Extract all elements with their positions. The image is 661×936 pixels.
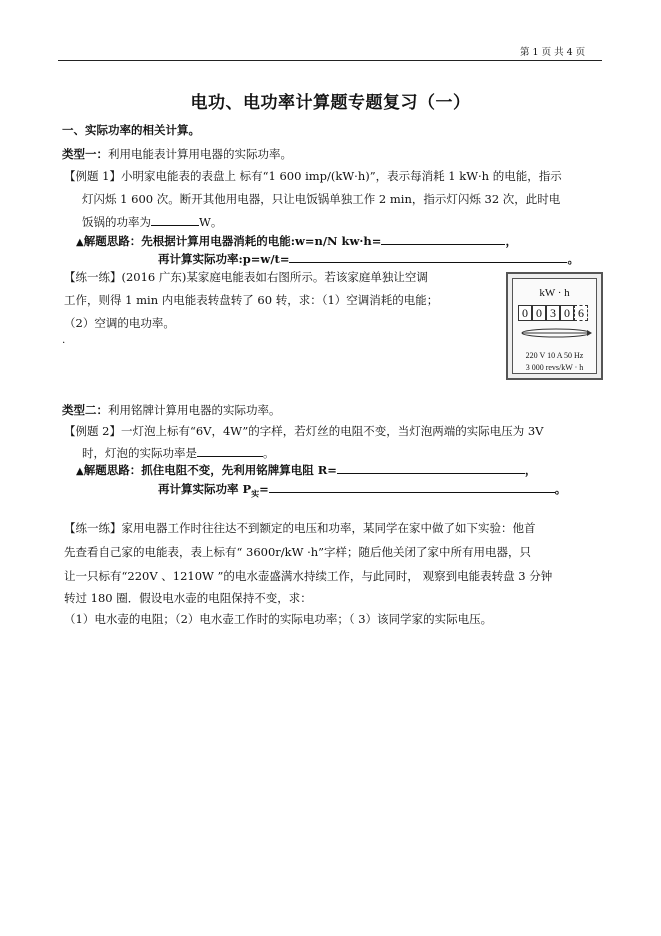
practice1-line1: 【练一练】(2016 广东)某家庭电能表如右图所示。若该家庭单独让空调 — [64, 270, 428, 284]
practice1-line3: （2）空调的电功率。 — [64, 316, 175, 330]
practice1-line2: 工作，则得 1 min 内电能表转盘转了 60 转，求：（1）空调消耗的电能； — [64, 293, 439, 307]
example1-line3-pre: 饭锅的功率为 — [82, 215, 151, 229]
type2-label: 类型二： — [62, 403, 108, 417]
page-title: 电功、电功率计算题专题复习（一） — [190, 93, 471, 113]
meter-face — [512, 278, 597, 374]
practice2-line2: 先查看自己家的电能表，表上标有“ 3600r/kW ·h”字样；随后他关闭了家中所有用电器，只 — [64, 545, 532, 559]
type2-desc: 利用铭牌计算用电器的实际功率。 — [108, 403, 281, 417]
hint2-period: 。 — [554, 482, 567, 496]
triangle-icon: ▲ — [76, 237, 84, 248]
practice2-line1: 【练一练】家用电器工作时往往达不到额定的电压和功率，某同学在家中做了如下实验：他首 — [64, 521, 536, 535]
example2-line2 — [82, 445, 275, 461]
type1-line — [62, 146, 292, 162]
meter-spec-line2: 3 000 revs/kW · h — [525, 363, 584, 372]
header-divider — [58, 60, 602, 61]
practice2-line5: （1）电水壶的电阻；（2）电水壶工作时的实际电功率；（ 3）该同学家的实际电压。 — [64, 612, 493, 626]
hint2-subscript: 实 — [251, 488, 260, 499]
hint2-blank1 — [337, 462, 525, 474]
meter-digit: 0 — [518, 305, 532, 321]
hint1-blank1 — [381, 233, 505, 245]
meter-digit: 0 — [560, 305, 574, 321]
energy-meter — [506, 272, 603, 380]
answer-blank — [151, 214, 199, 226]
hint1-comma: ， — [505, 234, 517, 248]
hint2-blank2 — [269, 481, 555, 493]
hint1-text2: 再计算实际功率:p=w/t= — [158, 252, 290, 266]
example1-line1: 【例题 1】小明家电能表的表盘上 标有“1 600 imp/(kW·h)”，表示每消耗 1 kW·h 的电能，指示 — [64, 169, 562, 183]
meter-disc-icon — [519, 327, 593, 339]
example2-line1: 【例题 2】一灯泡上标有“6V，4W”的字样，若灯丝的电阻不变，当灯泡两端的实际电压为 3V — [64, 424, 544, 438]
example1-line3-post: W。 — [199, 215, 223, 229]
meter-digits — [518, 305, 588, 321]
stray-dot: . — [62, 334, 66, 346]
practice2-line4: 转过 180 圈．假设电水壶的电阻保持不变，求： — [64, 591, 312, 605]
hint1-line1 — [76, 233, 517, 249]
hint1-period: 。 — [567, 252, 579, 266]
hint1-text1: 解题思路：先根据计算用电器消耗的电能:w=n/N kw·h= — [83, 234, 382, 248]
hint2-text1: 解题思路：抓住电阻不变，先利用铭牌算电阻 R= — [83, 463, 337, 477]
meter-digit: 0 — [532, 305, 546, 321]
hint2-comma: ， — [524, 463, 537, 477]
triangle-icon: ▲ — [76, 466, 84, 477]
hint1-line2 — [158, 251, 579, 267]
example2-line2-pre: 时，灯泡的实际功率是 — [82, 446, 197, 460]
section-heading: 一、实际功率的相关计算。 — [62, 123, 200, 137]
practice2-line3: 让一只标有“220V 、1210W ”的电水壶盛满水持续工作，与此同时， 观察到电能表转盘 3 分钟 — [64, 569, 553, 583]
page-number: 第 1 页 共 4 页 — [520, 47, 586, 58]
type2-line — [62, 402, 281, 418]
type1-label: 类型一： — [62, 147, 108, 161]
example1-line3 — [82, 214, 222, 230]
meter-digit: 3 — [546, 305, 560, 321]
hint2-line2 — [158, 481, 566, 499]
meter-spec-line1: 220 V 10 A 50 Hz — [525, 351, 584, 360]
meter-unit: kW · h — [539, 287, 570, 299]
hint1-blank2 — [289, 251, 567, 263]
answer-blank — [197, 445, 263, 457]
hint2-line1 — [76, 462, 536, 478]
meter-digit-decimal: 6 — [574, 305, 588, 321]
example2-line2-post: 。 — [263, 446, 275, 460]
hint2-text2: 再计算实际功率 P — [158, 482, 252, 496]
hint2-eq: = — [259, 482, 269, 496]
example1-line2: 灯闪烁 1 600 次。断开其他用电器，只让电饭锅单独工作 2 min，指示灯闪烁 32 次，此时电 — [82, 192, 561, 206]
type1-desc: 利用电能表计算用电器的实际功率。 — [108, 147, 292, 161]
